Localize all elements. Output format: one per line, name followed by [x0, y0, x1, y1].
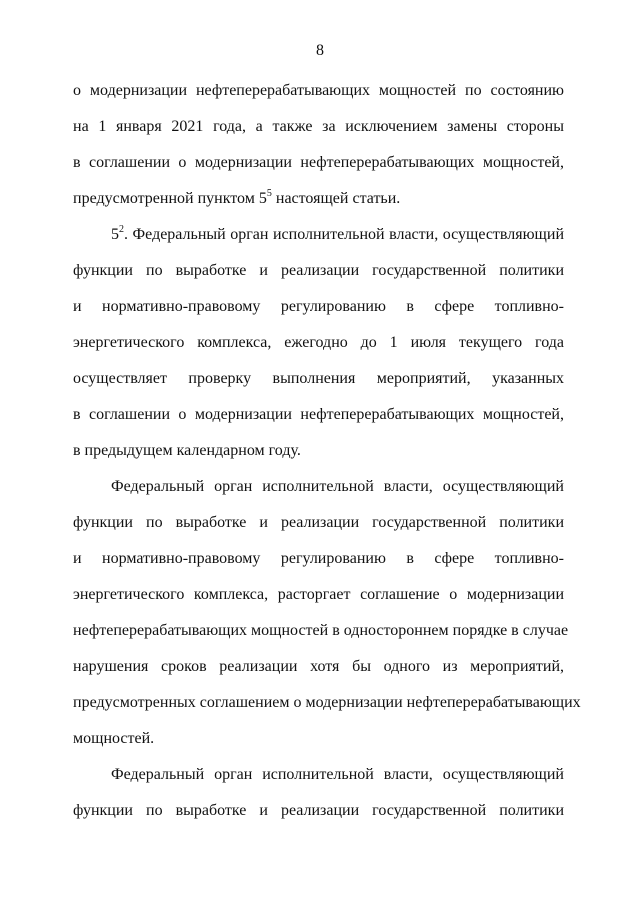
text-line: функции по выработке и реализации государственной политики [73, 514, 564, 531]
text-line: энергетического комплекса, расторгает соглашение о модернизации [73, 586, 564, 603]
text-line: в соглашении о модернизации нефтеперерабатывающих мощностей, [73, 154, 564, 171]
line-text: Федеральный орган исполнительной власти, осуществляющий [132, 226, 565, 243]
page-number: 8 [316, 42, 324, 59]
text-line: в предыдущем календарном году. [73, 442, 301, 459]
paragraph-number: 5 [111, 226, 119, 243]
text-line: предусмотренных соглашением о модернизации нефтеперерабатывающих [73, 694, 581, 711]
line-text: . [124, 226, 128, 243]
text-line: в соглашении о модернизации нефтеперерабатывающих мощностей, [73, 406, 564, 423]
text-line: функции по выработке и реализации государственной политики [73, 262, 564, 279]
paragraph-number-line [111, 225, 564, 245]
text-line: мощностей. [73, 730, 155, 747]
text-line: осуществляет проверку выполнения мероприятий, указанных [73, 370, 564, 387]
text-line: энергетического комплекса, ежегодно до 1 июля текущего года [73, 334, 564, 351]
superscript: 5 [266, 188, 272, 199]
text-line: о модернизации нефтеперерабатывающих мощностей по состоянию [73, 82, 564, 99]
text-line: нарушения сроков реализации хотя бы одного из мероприятий, [73, 658, 564, 675]
text-line: нефтеперерабатывающих мощностей в одностороннем порядке в случае [73, 622, 569, 639]
text-line: Федеральный орган исполнительной власти, осуществляющий [111, 766, 564, 783]
text-line: и нормативно-правовому регулированию в сфере топливно- [73, 298, 564, 315]
line-text: предусмотренной пунктом 5 [73, 190, 267, 207]
text-line [73, 189, 564, 209]
text-line: и нормативно-правовому регулированию в сфере топливно- [73, 550, 564, 567]
line-text: настоящей статьи. [275, 190, 401, 207]
superscript: 2 [119, 224, 124, 235]
text-line: на 1 января 2021 года, а также за исключением замены стороны [73, 118, 564, 135]
text-line: Федеральный орган исполнительной власти, осуществляющий [111, 478, 564, 495]
text-line: функции по выработке и реализации государственной политики [73, 802, 564, 819]
